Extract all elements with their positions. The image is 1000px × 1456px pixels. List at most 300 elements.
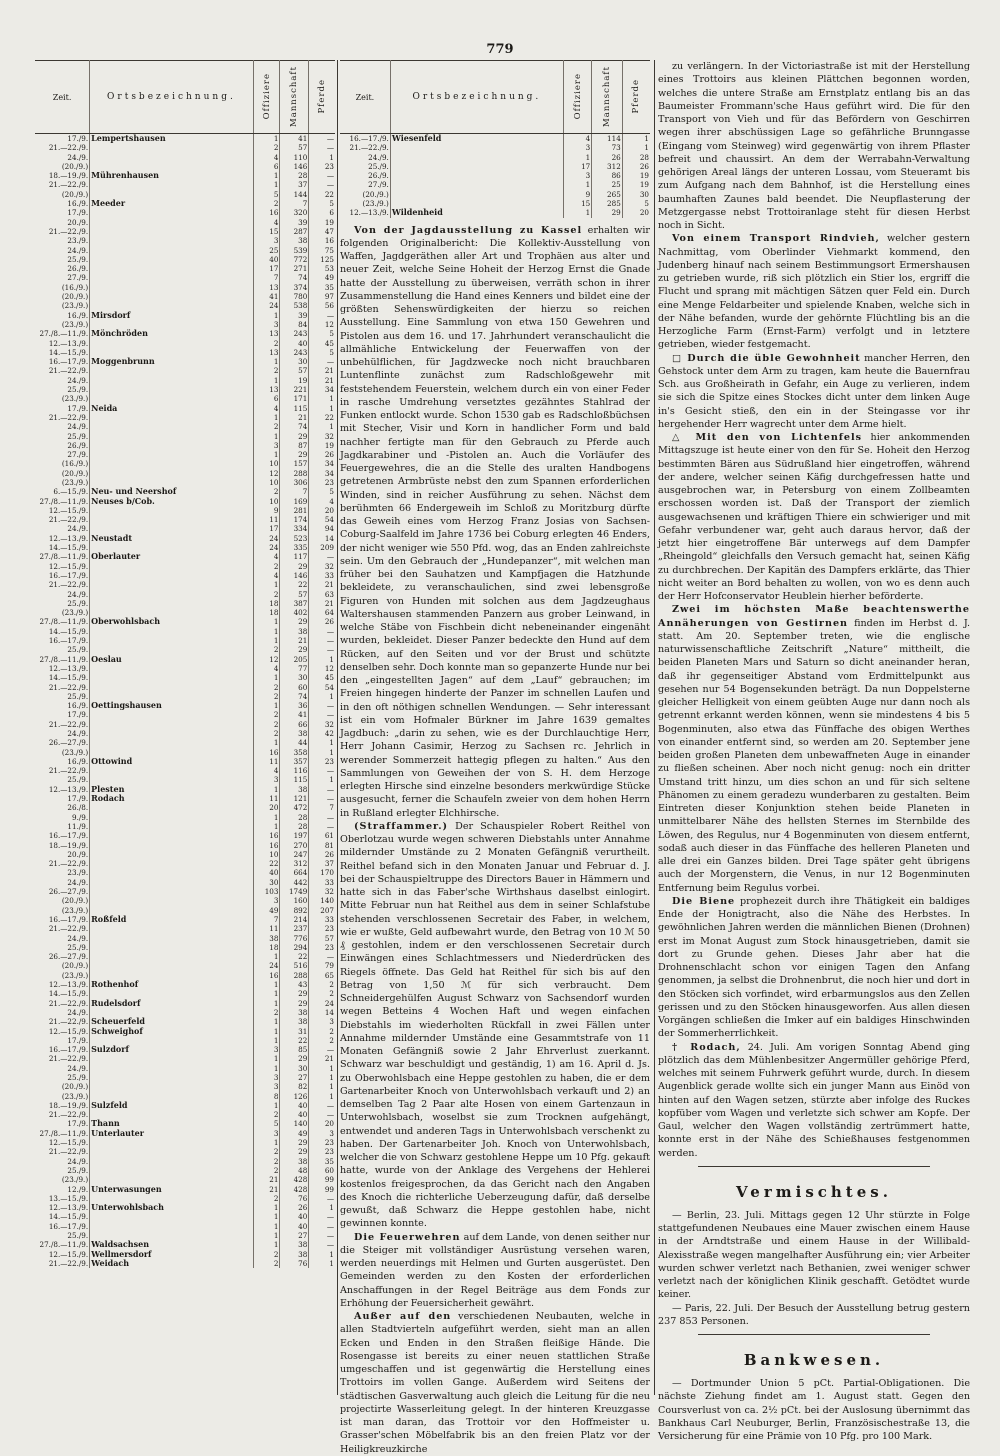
officers-cell: 3: [253, 1073, 280, 1082]
officers-cell: 10: [253, 497, 280, 506]
horses-cell: 2: [329, 989, 334, 999]
men-cell: 30: [280, 357, 309, 366]
men-cell: 77: [280, 664, 309, 673]
officers-cell: 1: [253, 1017, 280, 1026]
table-row: [35, 627, 335, 636]
article-paragraph: [340, 1310, 650, 1456]
place-cell: [90, 422, 254, 431]
date-cell: 24./9.: [35, 1157, 90, 1166]
date-cell: 16./9.: [35, 311, 90, 320]
place-cell: [90, 413, 254, 422]
place-cell: [90, 683, 254, 692]
place-cell: [90, 255, 254, 264]
officers-cell: 1: [253, 701, 280, 710]
horses-cell: 94: [324, 524, 334, 534]
table-row: [35, 1017, 335, 1026]
place-cell: Wellmersdorf: [90, 1250, 254, 1259]
officers-cell: 13: [253, 348, 280, 357]
place-cell: [390, 153, 563, 162]
date-cell: 12.—13./9.: [35, 339, 90, 348]
horses-cell: 37: [324, 859, 334, 869]
horses-cell: 23: [324, 924, 334, 934]
horses-cell: 56: [324, 301, 334, 311]
officers-cell: 1: [253, 813, 280, 822]
horses-cell: 23: [324, 1138, 334, 1148]
table-row: [35, 153, 335, 162]
place-cell: [90, 180, 254, 189]
table-row: [35, 218, 335, 227]
men-cell: 40: [280, 339, 309, 348]
table-row: [35, 868, 335, 877]
officers-cell: 3: [253, 320, 280, 329]
date-cell: 14.—15./9.: [35, 627, 90, 636]
article-lead: Die Feuerwehren: [354, 1231, 461, 1243]
men-cell: 335: [280, 543, 309, 552]
horses-cell: 125: [320, 254, 334, 264]
header-place: Ortsbezeichnung.: [90, 61, 254, 134]
table-row: [35, 413, 335, 422]
men-cell: 285: [592, 199, 623, 208]
date-cell: 18.—19./9.: [35, 1101, 90, 1110]
officers-cell: 12: [253, 469, 280, 478]
place-cell: Sulzdorf: [90, 1045, 254, 1054]
table-row: [35, 1138, 335, 1147]
men-cell: 36: [280, 701, 309, 710]
place-cell: Thann: [90, 1119, 254, 1128]
men-cell: 523: [280, 534, 309, 543]
men-cell: 38: [280, 1017, 309, 1026]
table-row: [35, 803, 335, 812]
date-cell: 12.—15./9.: [35, 506, 90, 515]
officers-cell: 40: [253, 255, 280, 264]
place-cell: Neida: [90, 404, 254, 413]
horses-cell: 57: [324, 933, 334, 943]
officers-cell: 38: [253, 934, 280, 943]
place-cell: [90, 766, 254, 775]
officers-cell: 21: [253, 1175, 280, 1184]
date-cell: 26.—27./9.: [35, 952, 90, 961]
table-row: [35, 273, 335, 282]
officers-cell: 1: [253, 1240, 280, 1249]
men-cell: 38: [280, 236, 309, 245]
article-paragraph: [658, 1041, 970, 1160]
table-row: [35, 543, 335, 552]
place-cell: [90, 580, 254, 589]
table-row: [35, 813, 335, 822]
news-item: — Berlin, 23. Juli. Mittags gegen 12 Uhr stürzte in Folge stattgefundenen Neubaues eine Mauer zwischen einem Hause in der Arndtstraße und einem Hause in der Willibald-Alexisstraße wegen mangelhafter Ausführung ein; vier Arbeiter wurden schwer verletzt nach Bethanien, zwei weniger schwer verletzt nach der königlichen Klinik geschafft. Getödtet wurde keiner.: [658, 1209, 970, 1301]
table-row: [340, 143, 650, 152]
men-cell: 43: [280, 980, 309, 989]
article-body: mancher Herren, den Gehstock unter dem Arm zu tragen, kam heute die Bauernfrau Sch. aus Großheirath in Gefahr, ein Auge zu verlieren, indem sie sich die Spitze eines Stockes dicht unter dem linken Auge in's Gesicht stieß, den ein in der Steingasse vor ihr hergehender Herr wagrecht unter dem Arme hielt.: [658, 352, 970, 430]
horses-cell: 12: [324, 663, 334, 673]
men-cell: 320: [280, 208, 309, 217]
table-row: [35, 366, 335, 375]
table-row: [35, 692, 335, 701]
table-row: [35, 1250, 335, 1259]
table-row: [35, 701, 335, 710]
date-cell: 12.—13./9.: [35, 534, 90, 543]
horses-cell: —: [326, 710, 334, 720]
officers-cell: 2: [253, 143, 280, 152]
officers-cell: 2: [253, 1110, 280, 1119]
date-cell: 17./9.: [35, 404, 90, 413]
horses-cell: 61: [324, 831, 334, 841]
men-cell: 31: [280, 1027, 309, 1036]
men-cell: 28: [280, 822, 309, 831]
men-cell: 115: [280, 775, 309, 784]
officers-cell: 1: [253, 1064, 280, 1073]
horses-cell: 23: [324, 161, 334, 171]
horses-cell: 23: [324, 477, 334, 487]
table-row: [35, 190, 335, 199]
men-cell: 29: [280, 432, 309, 441]
table-row: [35, 710, 335, 719]
place-cell: [90, 366, 254, 375]
horses-cell: 1: [329, 1063, 334, 1073]
men-cell: 73: [592, 143, 623, 152]
place-cell: [90, 664, 254, 673]
men-cell: 312: [592, 162, 623, 171]
horses-cell: 60: [324, 1165, 334, 1175]
officers-cell: 24: [253, 543, 280, 552]
date-cell: 24./9.: [35, 590, 90, 599]
date-cell: 24./9.: [35, 934, 90, 943]
horses-cell: 23: [324, 756, 334, 766]
date-cell: 12./9.: [35, 1185, 90, 1194]
officers-cell: 1: [563, 153, 591, 162]
men-cell: 21: [280, 636, 309, 645]
officers-cell: 1: [253, 1101, 280, 1110]
officers-cell: 1: [253, 738, 280, 747]
place-cell: [90, 868, 254, 877]
men-cell: 86: [592, 171, 623, 180]
men-cell: 115: [280, 404, 309, 413]
left-table: [35, 60, 335, 1268]
place-cell: Moggenbrunn: [90, 357, 254, 366]
table-row: [35, 208, 335, 217]
horses-cell: 5: [329, 487, 334, 497]
place-cell: [90, 459, 254, 468]
men-cell: 776: [280, 934, 309, 943]
officers-cell: 1: [253, 134, 280, 144]
date-cell: 16.—17./9.: [35, 636, 90, 645]
table-row: [35, 971, 335, 980]
article-body: verschiedenen Neubauten, welche in allen Stadtvierteln aufgeführt werden, sieht man an allen Ecken und Enden in den Straßen fleißige Hände. Die Rosengasse ist bereits zu einer neuen stattlichen Straße umgeschaffen und ist gegenwärtig die Herstellung eines Trottoirs im vollen Gange. Außerdem wird Seitens der städtischen Gasverwaltung auch gleich die Leitung für die neu projectirte Wasserleitung gelegt. In der hinteren Kreuzgasse ist man daran, das Trottoir vor den Hoffmeister u. Grasser'schen Möbelfabrik bis an den freien Platz vor der Heiligkreuzkirche: [340, 1311, 651, 1455]
officers-cell: 1: [253, 785, 280, 794]
officers-cell: 1: [253, 980, 280, 989]
officers-cell: 1: [253, 432, 280, 441]
place-cell: [90, 571, 254, 580]
officers-cell: 103: [253, 887, 280, 896]
date-cell: 14.—15./9.: [35, 989, 90, 998]
men-cell: 29: [280, 562, 309, 571]
officers-cell: 3: [253, 236, 280, 245]
officers-cell: 18: [253, 599, 280, 608]
horses-cell: —: [326, 1193, 334, 1203]
table-row: [35, 1054, 335, 1063]
left-table-column: [35, 60, 335, 1395]
horses-cell: 34: [324, 468, 334, 478]
horses-cell: 22: [324, 412, 334, 422]
date-cell: 25./9.: [35, 645, 90, 654]
table-row: [35, 450, 335, 459]
horses-cell: 1: [329, 747, 334, 757]
horses-cell: 20: [324, 505, 334, 515]
men-cell: 539: [280, 246, 309, 255]
men-cell: 25: [592, 180, 623, 189]
men-cell: 205: [280, 655, 309, 664]
vermischtes-heading: Vermischtes.: [736, 1182, 892, 1201]
officers-cell: 9: [563, 190, 591, 199]
place-cell: [90, 878, 254, 887]
date-cell: 21.—22./9.: [35, 366, 90, 375]
place-cell: Unterlauter: [90, 1129, 254, 1138]
officers-cell: 22: [253, 859, 280, 868]
date-cell: 14.—15./9.: [35, 1212, 90, 1221]
horses-cell: 97: [324, 292, 334, 302]
horses-cell: 63: [324, 589, 334, 599]
article-paragraph: [658, 232, 970, 351]
table-row: [35, 348, 335, 357]
table-row: [35, 515, 335, 524]
article-body: 24. Juli. Am vorigen Sonntag Abend ging plötzlich das dem Mühlenbesitzer Angermüller gehörige Pferd, welches mit seinem Fuhrwerk geführt wurde, durch. In diesem Augenblick gerade wollte sich ein junger Mann aus Einöd von hinten auf den Wagen setzen, stürzte aber infolge des Ruckes kopfüber vom Wagen und verletzte sich schwer am Kopfe. Der Gaul, welcher den Wagen vollständig zertrümmert hatte, konnte erst in der Nähe des Schießhauses festgenommen werden.: [658, 1041, 970, 1159]
officers-cell: 18: [253, 608, 280, 617]
table-row: [35, 989, 335, 998]
place-cell: Oberlauter: [90, 552, 254, 561]
men-cell: 57: [280, 590, 309, 599]
date-cell: (23./9.): [35, 320, 90, 329]
horses-cell: 209: [320, 543, 334, 553]
article-lead: Von einem Transport Rindvieh,: [672, 233, 880, 245]
date-cell: 16.—17./9.: [35, 1222, 90, 1231]
article-paragraph: [658, 431, 970, 603]
place-cell: Roßfeld: [90, 915, 254, 924]
horses-cell: 33: [324, 914, 334, 924]
officers-cell: 2: [253, 1008, 280, 1017]
horses-cell: —: [326, 357, 334, 367]
date-cell: 25./9.: [35, 1073, 90, 1082]
horses-cell: —: [326, 636, 334, 646]
officers-cell: 40: [253, 868, 280, 877]
date-cell: 26./9.: [35, 264, 90, 273]
officers-cell: 4: [253, 552, 280, 561]
date-cell: 17./9.: [35, 208, 90, 217]
table-row: [35, 134, 335, 144]
officers-cell: 1: [253, 311, 280, 320]
men-cell: 74: [280, 692, 309, 701]
men-cell: 38: [280, 1008, 309, 1017]
place-cell: [90, 264, 254, 273]
men-cell: 772: [280, 255, 309, 264]
officers-cell: 1: [253, 1027, 280, 1036]
horses-cell: —: [326, 180, 334, 190]
officers-cell: 3: [253, 1082, 280, 1091]
place-cell: [90, 1082, 254, 1091]
table-row: [35, 1194, 335, 1203]
table-row: [35, 562, 335, 571]
horses-cell: 81: [324, 840, 334, 850]
officers-cell: 2: [253, 562, 280, 571]
date-cell: 16.—17./9.: [35, 831, 90, 840]
horses-cell: 1: [329, 1258, 334, 1268]
table-row: [340, 153, 650, 162]
men-cell: 116: [280, 766, 309, 775]
place-cell: Rothenhof: [90, 980, 254, 989]
officers-cell: 17: [253, 264, 280, 273]
article-body: erhalten wir folgenden Originalbericht: Die Kollektiv-Ausstellung von Waffen, Jagdgeräthen aller Art und Trophäen aus alter und neuer Zeit, welche Seine Hoheit der Herzog Ernst die Gnade hatte der Ausstellung zu überweisen, verräth schon in ihrer Zusammenstellung die Hand eines Kenners und bildet eine der größten Sehenswürdigkeiten der hierzu so reichen Ausstellung. Eine Sammlung von etwa 150 Gewehren und Pistolen aus dem 16. und 17. Jahrhundert veranschaulicht die allmähliche Entwickelung der Feuerwaffen von der unbehülflichen, für Jagdzwecke noch nicht brauchbaren Luntenflinte zunächst zum Radschloßgewehr mit feststehendem Feuerstein, welchem durch ein von einer Feder in rasche Umdrehung versetztes gezähntes Stahlrad der Funken entlockt wurde. Schon 1530 gab es Radschloßbüchsen mit Stecher, Visir und Korn in handlicher Form und bald nachher fertigte man für den Gebrauch zu Pferde auch Jagdkarabiner und -Pistolen an. Auch die Vorläufer des Feuergewehres, die an die Stelle des uralten Handbogens getretenen Armbrüste nebst den zum Spannen erforderlichen Winden, sind in reicher Ausführung zu sehen. Nächst dem berühmten 66 Endergeweih im Schloß zu Moritzburg dürfte das Geweih eines vom Herzog Franz Josias von Sachsen-Coburg-Saalfeld im Jahre 1736 bei Coburg erlegten 46 Enders, der nicht weniger wie 550 Pfd. wog, das an Enden zahlreichste sein. Um den Gebrauch der „Hundepanzer“, mit welchen man früher bei den Sauhatzen und Kampfjagen die Hatzhunde bekleidete, zu veranschaulichen, sind zwei lebensgroße Figuren von Hunden mit solchen aus dem Jagdzeughaus Waltershausen stammenden Panzern aus grober Leinwand, in welche Stäbe von Fischbein dicht nebeneinander eingenäht wurden, bekleidet. Dieser Panzer bedeckte den Hund auf dem Rücken, auf den Seiten und vor der Brust und schützte denselben sehr. Doch konnte man so gepanzerte Hunde nur bei den „eingestellten Jagen“ auf dem „Lauf“ gebrauchen; im Freien hingegen hinderte der Panzer im schnellen Laufen und in den oft nöthigen schnellen Wendungen. — Sehr interessant ist ein vom Hofmaler Bürkner im Jahre 1639 gemaltes Jagdbuch: „darin zu sehen, wie es der Durchlauchtige Herr, Herr Johann Casimir, Herzog zu Sachsen rc. Jehrlich in werender Sommerzeit hattegig pflegen zu halten.“ Aus den Sammlungen von Geweihen der von S. H. dem Herzoge erlegten Hirsche sind einzelne besonders merkwürdige Stücke ausgesucht, ferner die Schaufeln zweier von dem hohen Herrn in Rußland erlegter Elchhirsche.: [340, 224, 650, 819]
article-lead: Von der Jagdausstellung zu Kassel: [354, 224, 583, 236]
men-cell: 121: [280, 794, 309, 803]
place-cell: Rodach: [90, 794, 254, 803]
men-cell: 312: [280, 859, 309, 868]
place-cell: Mührenhausen: [90, 171, 254, 180]
officers-cell: 4: [253, 571, 280, 580]
officers-cell: 1: [253, 627, 280, 636]
date-cell: 25./9.: [35, 692, 90, 701]
officers-cell: 12: [253, 655, 280, 664]
horses-cell: 12: [324, 319, 334, 329]
officers-cell: 2: [253, 729, 280, 738]
date-cell: 16./9.: [35, 701, 90, 710]
header-date: Zeit.: [35, 61, 90, 134]
date-cell: 23./9.: [35, 236, 90, 245]
horses-cell: 45: [324, 673, 334, 683]
officers-cell: 5: [253, 1119, 280, 1128]
date-cell: 16./9.: [35, 757, 90, 766]
table-row: [35, 357, 335, 366]
men-cell: 26: [592, 153, 623, 162]
men-cell: 157: [280, 459, 309, 468]
men-cell: 19: [280, 376, 309, 385]
table-row: [35, 1212, 335, 1221]
horses-cell: —: [326, 1100, 334, 1110]
men-cell: 22: [280, 580, 309, 589]
horses-cell: 23: [324, 1147, 334, 1157]
men-cell: 516: [280, 961, 309, 970]
table-row: [35, 432, 335, 441]
place-cell: [90, 441, 254, 450]
article-paragraph: [340, 224, 650, 820]
table-row: [35, 469, 335, 478]
men-cell: 281: [280, 506, 309, 515]
table-row: [35, 1064, 335, 1073]
horses-cell: 33: [324, 877, 334, 887]
date-cell: 14.—15./9.: [35, 673, 90, 682]
table-row: [35, 859, 335, 868]
men-cell: 306: [280, 478, 309, 487]
place-cell: [90, 859, 254, 868]
table-row: [35, 255, 335, 264]
date-cell: 25./9.: [35, 432, 90, 441]
table-row: [35, 887, 335, 896]
table-row: [35, 1222, 335, 1231]
horses-cell: 2: [329, 1026, 334, 1036]
horses-cell: 26: [324, 450, 334, 460]
officers-cell: 13: [253, 283, 280, 292]
officers-cell: 4: [563, 134, 591, 144]
officers-cell: 15: [563, 199, 591, 208]
table-row: [35, 422, 335, 431]
header-men: Mannschaft: [592, 61, 623, 134]
place-cell: [90, 1138, 254, 1147]
date-cell: (20./9.): [35, 961, 90, 970]
horses-cell: 14: [324, 533, 334, 543]
table-row: [35, 1166, 335, 1175]
officers-cell: 1: [253, 357, 280, 366]
table-row: [35, 171, 335, 180]
officers-cell: 2: [253, 645, 280, 654]
men-cell: 30: [280, 1064, 309, 1073]
table-row: [35, 301, 335, 310]
date-cell: 21.—22./9.: [35, 180, 90, 189]
officers-cell: 2: [253, 199, 280, 208]
table-row: [35, 236, 335, 245]
men-cell: 38: [280, 785, 309, 794]
men-cell: 387: [280, 599, 309, 608]
date-cell: 16.—17./9.: [35, 571, 90, 580]
table-row: [35, 1240, 335, 1249]
men-cell: 28: [280, 813, 309, 822]
date-cell: 27./8.—11./9.: [35, 497, 90, 506]
place-cell: [90, 887, 254, 896]
men-cell: 44: [280, 738, 309, 747]
place-cell: Scheuerfeld: [90, 1017, 254, 1026]
place-cell: [90, 469, 254, 478]
officers-cell: 1: [253, 822, 280, 831]
date-cell: (23./9.): [35, 1092, 90, 1101]
men-cell: 29: [280, 989, 309, 998]
officers-cell: 11: [253, 794, 280, 803]
article-body: auf dem Lande, von denen seither nur die Steiger mit vollständiger Ausrüstung versehen waren, werden neuerdings mit Helmen und Gurten ausgerüstet. Den Gemeinden werden zu den Kosten der erforderlichen Anschaffungen in der Regel Beiträge aus dem Fonds zur Erhöhung der Feuersicherheit gewährt.: [340, 1231, 650, 1309]
table-row: [35, 934, 335, 943]
article-body: Der Schauspieler Robert Reithel von Oberlotzau wurde wegen schweren Diebstahls unter Annahme mildernder Umstände zu 2 Monaten Gefängniß verurtheilt. Reithel befand sich in den Monaten Januar und Februar d. J. bei der Schauspieltruppe des Directors Bauer in Hämmern und hatte sich in das Faber'sche Wirthshaus daselbst einlogirt. Mitte Februar nun hat Reithel aus dem in seiner Schlafstube stehenden verschlossenen Secretair des Faber, in welchem, wie er wußte, Geld aufbewahrt wurde, den Betrag von 10 ℳ 50 ₰ gestohlen, indem er den verschlossenen Secretair durch Einwängen eines Schlachtmessers und Niederdrücken des Riegels öffnete. Das Geld hat Reithel für sich bis auf den Betrag von 1,50 ℳ für sich verbraucht. Dem Schneidergehülfen August Schwarz von Sachsendorf wurden wegen Betteins 4 Wochen Haft und wegen einfachen Diebstahls im wiederholten Rückfall in zwei Fällen unter Annahme mildernder Umstände eine Gesammtstrafe von 11 Monaten Gefängniß sowie 2 Jahr Ehrverlust zuerkannt. Schwarz war beschuldigt und geständig, 1) am 16. April d. Js. zu Oberwohlsbach eine Heppe gestohlen zu haben, die er dem Gartenarbeiter Knoch von Unterwohlsbach verkauft und 2) an demselben Tag 2 Paar alte Hosen von einem Gartenzaun in Unterwohlsbach, woselbst sie zum Trocknen aufgehängt, entwendet und anderen Tags in Unterwohlsbach verschenkt zu haben. Der Gartenarbeiter Joh. Knoch von Unterwohlsbach, welcher die von Schwarz gestohlene Heppe um 10 Pfg. gekauft hatte, wurde von der Anklage des Vergehens der Hehlerei kostenlos freigesprochen, da das Gericht nach den Angaben des Knoch die richterliche Ueberzeugung dafür, daß derselbe gewußt, daß Schwarz die Heppe gestohlen habe, nicht gewinnen konnte.: [340, 820, 650, 1230]
horses-cell: 21: [324, 598, 334, 608]
horses-cell: —: [326, 1240, 334, 1250]
place-cell: Unterwohlsbach: [90, 1203, 254, 1212]
middle-article-text: [340, 224, 650, 1456]
date-cell: 24./9.: [35, 729, 90, 738]
horses-cell: —: [326, 794, 334, 804]
date-cell: 26./9.: [340, 171, 390, 180]
date-cell: 24./9.: [35, 376, 90, 385]
horses-cell: 34: [324, 385, 334, 395]
officers-cell: 13: [253, 385, 280, 394]
table-row: [35, 524, 335, 533]
horses-cell: 32: [324, 887, 334, 897]
horses-cell: 79: [324, 961, 334, 971]
horses-cell: —: [326, 645, 334, 655]
table-row: [35, 961, 335, 970]
date-cell: 12.—15./9.: [35, 562, 90, 571]
officers-cell: 4: [253, 664, 280, 673]
date-cell: 12.—15./9.: [35, 1138, 90, 1147]
horses-cell: 23: [324, 942, 334, 952]
officers-cell: 1: [253, 376, 280, 385]
date-cell: 21.—22./9.: [35, 1017, 90, 1026]
officers-cell: 2: [253, 692, 280, 701]
date-cell: 21.—22./9.: [340, 143, 390, 152]
place-cell: [90, 218, 254, 227]
horses-cell: 1: [644, 134, 649, 143]
place-cell: [90, 813, 254, 822]
date-cell: 26.—27./9.: [35, 887, 90, 896]
officers-cell: 21: [253, 1185, 280, 1194]
horses-cell: 19: [324, 440, 334, 450]
men-cell: 357: [280, 757, 309, 766]
place-cell: [90, 673, 254, 682]
table-row: [35, 1157, 335, 1166]
horses-cell: 75: [324, 245, 334, 255]
